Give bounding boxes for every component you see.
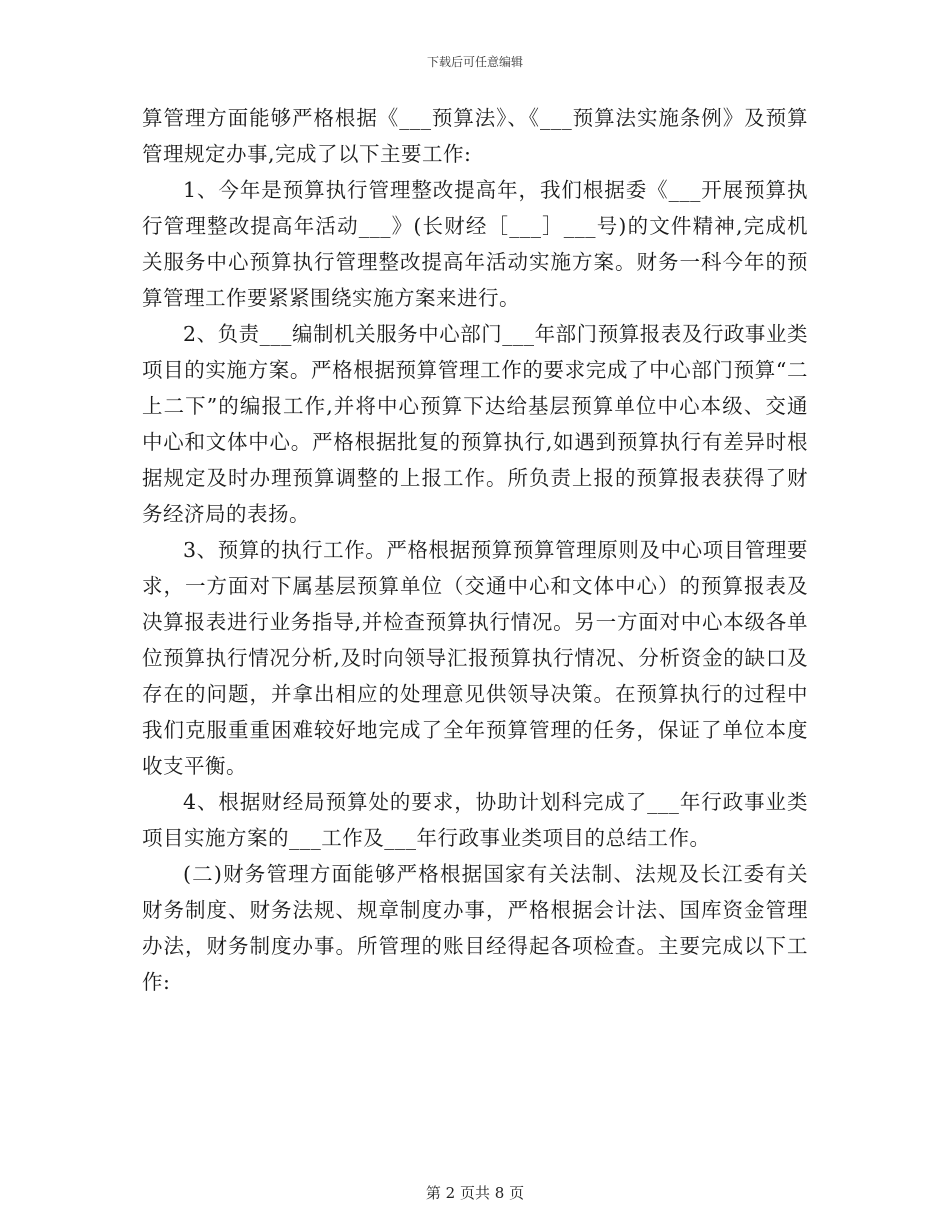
paragraph-item-2: 2、负责___编制机关服务中心部门___年部门预算报表及行政事业类项目的实施方案。严格根据预算管理工作的要求完成了中心部门预算“二上二下”的编报工作,并将中心预算下达给基层预算单位中心本级、交通中心和文体中心。严格根据批复的预算执行,如遇到预算执行有差异时根据规定及时办理预算调整的上报工作。所负责上报的预算报表获得了财务经济局的表扬。	[142, 322, 808, 526]
document-body	[142, 100, 808, 1000]
paragraph-section-2: (二)财务管理方面能够严格根据国家有关法制、法规及长江委有关财务制度、财务法规、规章制度办事，严格根据会计法、国库资金管理办法，财务制度办事。所管理的账目经得起各项检查。主要完成以下工作:	[142, 862, 808, 994]
paragraph-item-3: 3、预算的执行工作。严格根据预算预算管理原则及中心项目管理要求，一方面对下属基层预算单位（交通中心和文体中心）的预算报表及决算报表进行业务指导,并检查预算执行情况。另一方面对中心本级各单位预算执行情况分析,及时向领导汇报预算执行情况、分析资金的缺口及存在的问题，并拿出相应的处理意见供领导决策。在预算执行的过程中我们克服重重困难较好地完成了全年预算管理的任务，保证了单位本度收支平衡。	[142, 538, 808, 778]
paragraph-continuation: 算管理方面能够严格根据《___预算法》、《___预算法实施条例》及预算管理规定办事,完成了以下主要工作:	[142, 106, 808, 166]
page-header: 下载后可任意编辑	[426, 55, 523, 69]
paragraph-item-4: 4、根据财经局预算处的要求，协助计划科完成了___年行政事业类项目实施方案的___工作及___年行政事业类项目的总结工作。	[142, 790, 808, 850]
page-number-footer: 第 2 页共 8 页	[425, 1184, 525, 1202]
paragraph-item-1: 1、今年是预算执行管理整改提高年，我们根据委《___开展预算执行管理整改提高年活动___》(长财经［___］___号)的文件精神,完成机关服务中心预算执行管理整改提高年活动实施方案。财务一科今年的预算管理工作要紧紧围绕实施方案来进行。	[142, 178, 808, 310]
